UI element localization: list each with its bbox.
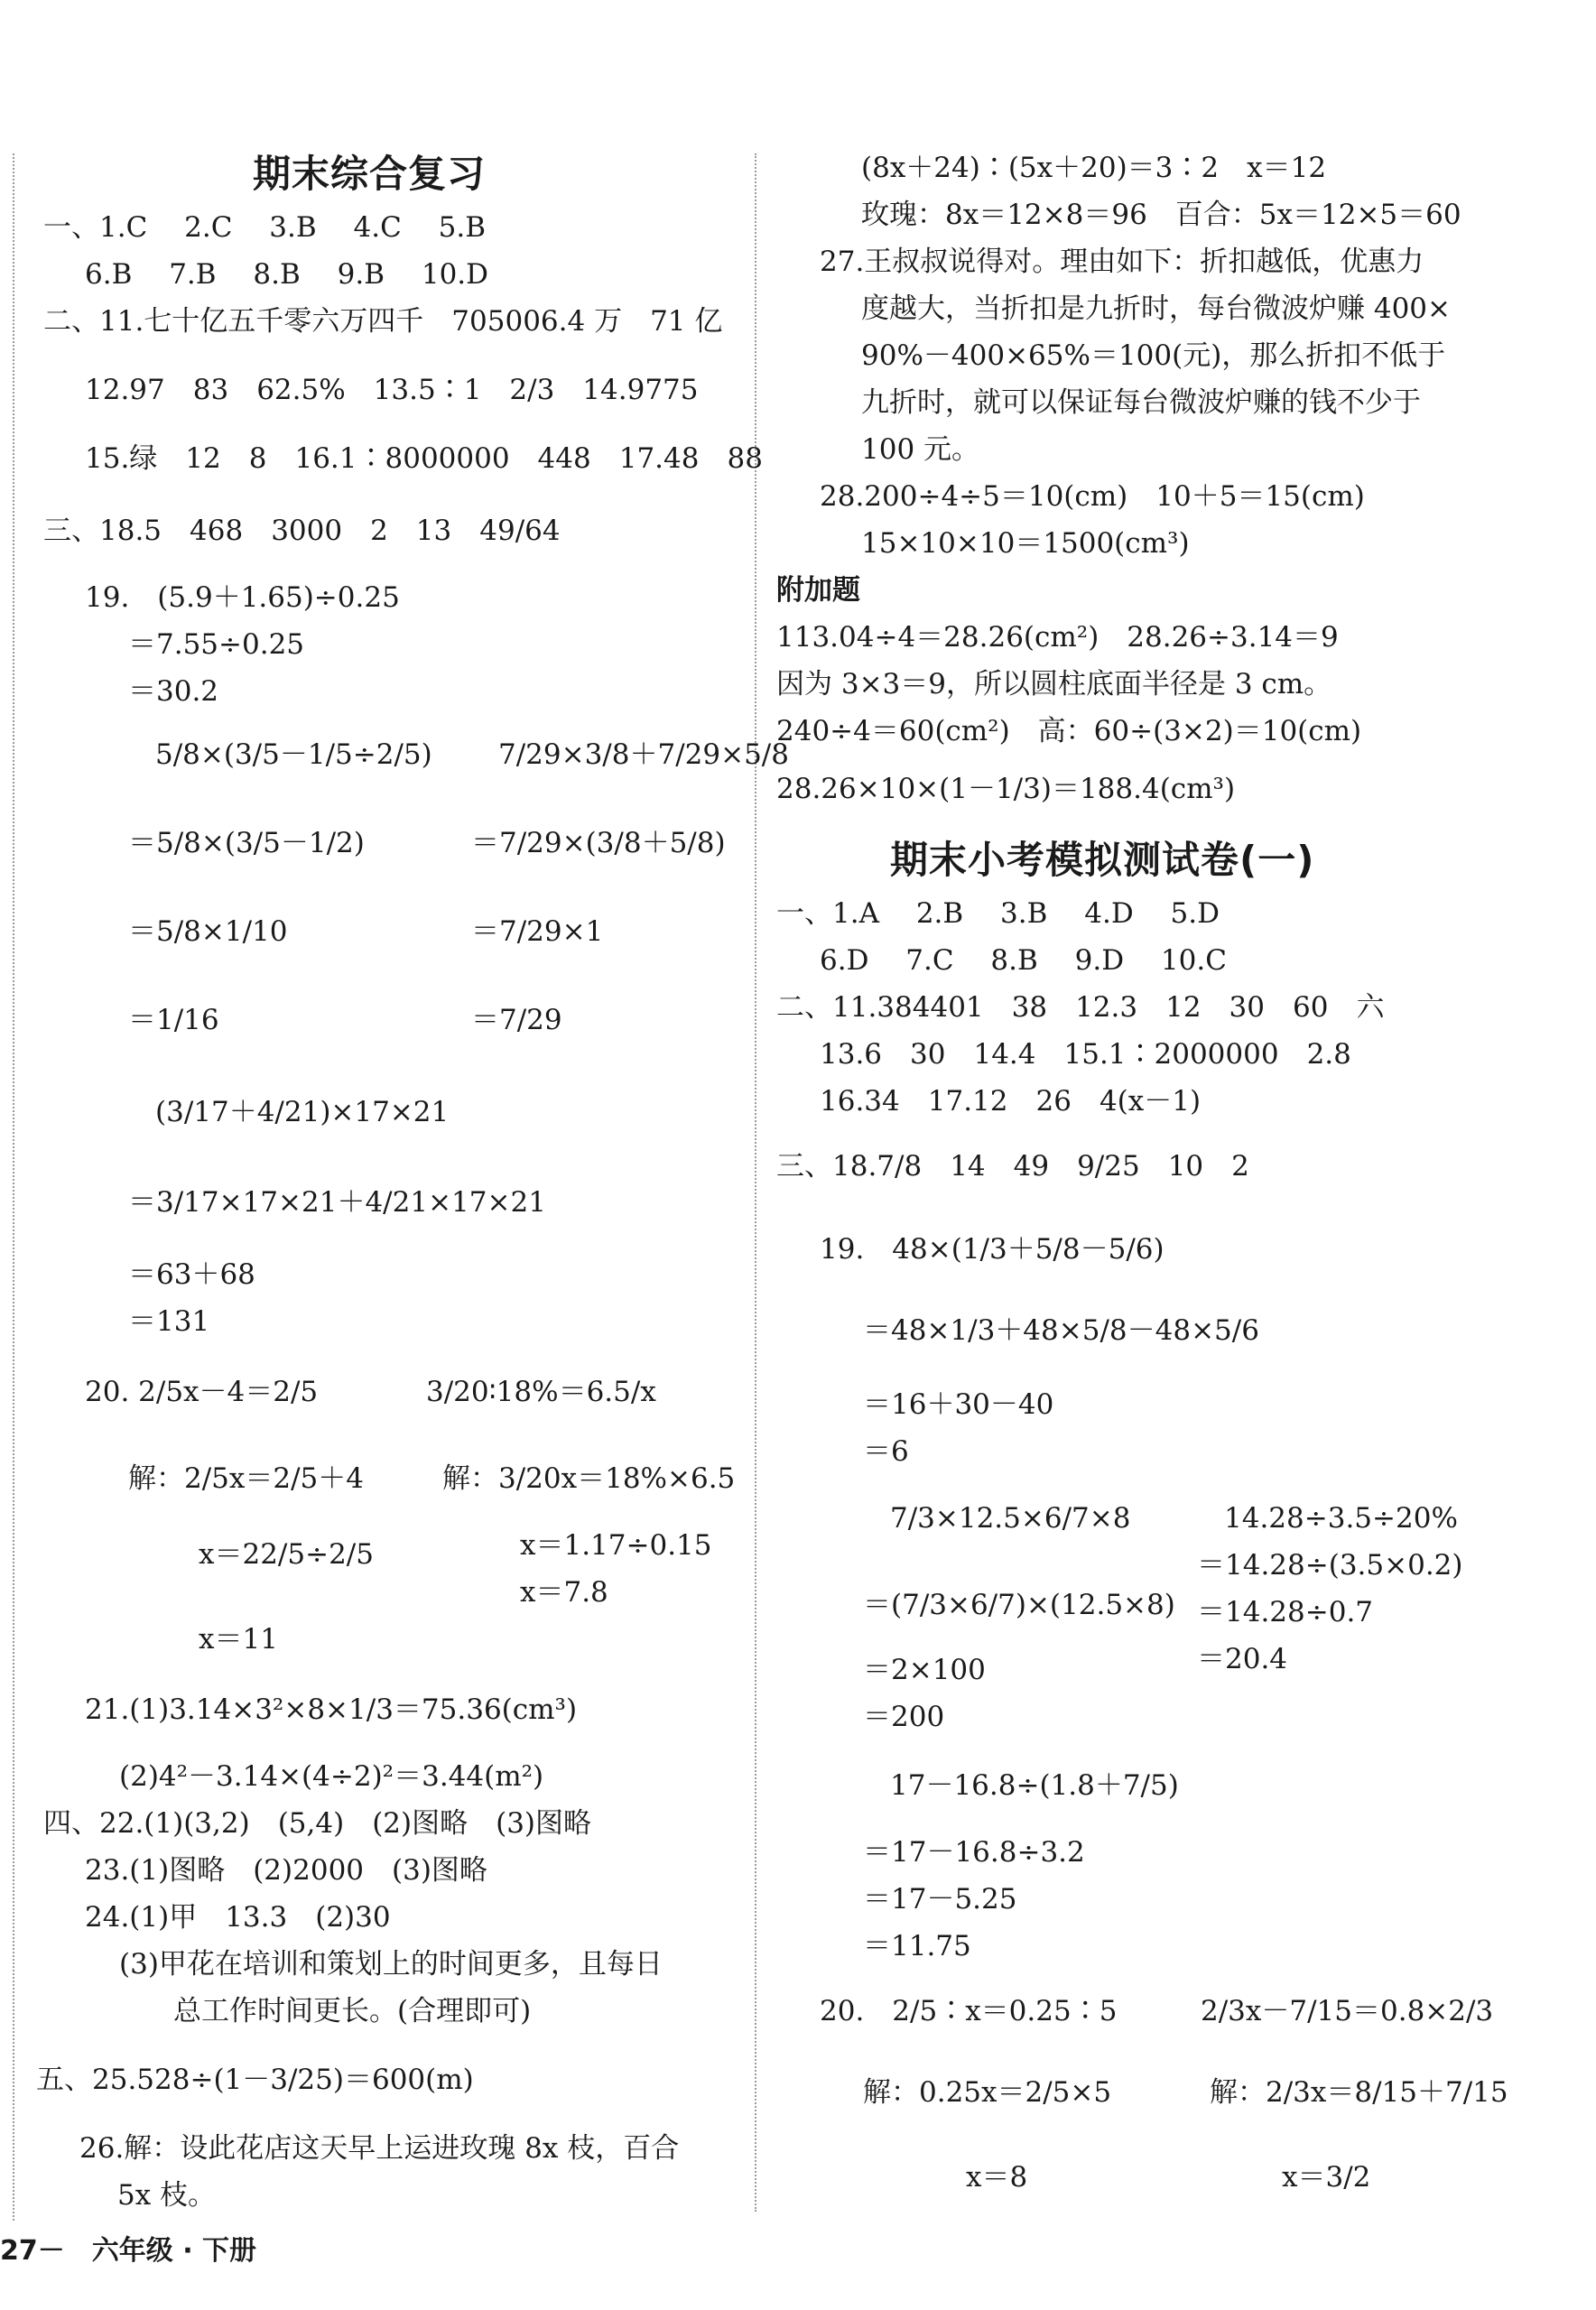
right-line: 二、11.384401 38 12.3 12 30 60 六 xyxy=(776,991,1385,1024)
right-line: 27.王叔叔说得对。理由如下：折扣越低，优惠力 xyxy=(820,246,1424,278)
right-line: ＝48×1/3＋48×5/8－48×5/6 xyxy=(863,1314,1259,1347)
left-line: ＝63＋68 xyxy=(128,1258,255,1291)
right-line: 14.28÷3.5÷20% xyxy=(1224,1502,1458,1535)
right-line: 15×10×10＝1500(cm³) xyxy=(861,527,1190,560)
right-title: 期末小考模拟测试卷(一) xyxy=(890,838,1315,882)
right-line: ＝17－5.25 xyxy=(863,1883,1017,1916)
left-line: 5x 枝。 xyxy=(117,2179,217,2212)
right-line: 因为 3×3＝9，所以圆柱底面半径是 3 cm。 xyxy=(776,668,1332,700)
right-line: x＝3/2 xyxy=(1282,2161,1371,2194)
left-line: x＝7.8 xyxy=(520,1576,608,1609)
left-line: ＝1/16 xyxy=(128,1004,219,1036)
left-line: 三、18.5 468 3000 2 13 49/64 xyxy=(43,515,561,547)
right-line: 13.6 30 14.4 15.1∶2000000 2.8 xyxy=(820,1038,1351,1071)
right-line: 16.34 17.12 26 4(x－1) xyxy=(820,1085,1202,1118)
right-line: ＝14.28÷(3.5×0.2) xyxy=(1197,1549,1463,1582)
left-line: 五、25.528÷(1－3/25)＝600(m) xyxy=(36,2064,474,2096)
left-line: 二、11.七十亿五千零六万四千 705006.4 万 71 亿 xyxy=(43,305,723,338)
left-line: (2)4²－3.14×(4÷2)²＝3.44(m²) xyxy=(119,1760,544,1793)
left-margin-rule xyxy=(13,153,14,2221)
left-line: 3/20∶18%＝6.5/x xyxy=(426,1376,656,1408)
right-line: ＝16＋30－40 xyxy=(863,1388,1054,1421)
right-line: 2/3x－7/15＝0.8×2/3 xyxy=(1201,1995,1494,2027)
right-line: ＝6 xyxy=(863,1435,909,1468)
left-line: 26.解：设此花店这天早上运进玫瑰 8x 枝，百合 xyxy=(79,2132,680,2165)
left-line: (3/17＋4/21)×17×21 xyxy=(155,1096,450,1128)
left-line: 一、1.C 2.C 3.B 4.C 5.B xyxy=(43,211,487,244)
left-line: ＝5/8×1/10 xyxy=(128,915,288,948)
left-line: x＝1.17÷0.15 xyxy=(520,1529,712,1562)
right-line: 玫瑰：8x＝12×8＝96 百合：5x＝12×5＝60 xyxy=(861,199,1461,231)
right-line: ＝17－16.8÷3.2 xyxy=(863,1836,1085,1869)
right-line: ＝200 xyxy=(863,1701,945,1733)
right-line: ＝20.4 xyxy=(1197,1643,1288,1675)
right-line: ＝2×100 xyxy=(863,1654,986,1686)
right-line: x＝8 xyxy=(966,2161,1028,2194)
right-line: 240÷4＝60(cm²) 高：60÷(3×2)＝10(cm) xyxy=(776,715,1362,747)
right-line: 三、18.7/8 14 49 9/25 10 2 xyxy=(776,1150,1249,1183)
left-line: 6.B 7.B 8.B 9.B 10.D xyxy=(85,258,489,291)
right-line: 6.D 7.C 8.B 9.D 10.C xyxy=(820,944,1227,977)
right-line: 解：0.25x＝2/5×5 xyxy=(863,2076,1112,2109)
right-line: 28.200÷4÷5＝10(cm) 10＋5＝15(cm) xyxy=(820,480,1365,513)
page-footer: 27－ 六年级 · 下册 xyxy=(0,2235,257,2267)
left-line: x＝11 xyxy=(199,1623,278,1656)
left-line: 23.(1)图略 (2)2000 (3)图略 xyxy=(85,1854,487,1887)
left-line: 20. 2/5x－4＝2/5 xyxy=(85,1376,319,1408)
right-line: ＝11.75 xyxy=(863,1930,971,1962)
right-line: 7/3×12.5×6/7×8 xyxy=(890,1502,1131,1535)
left-line: 21.(1)3.14×3²×8×1/3＝75.36(cm³) xyxy=(85,1693,578,1726)
right-line: ＝(7/3×6/7)×(12.5×8) xyxy=(863,1589,1175,1621)
left-line: 7/29×3/8＋7/29×5/8 xyxy=(498,738,789,771)
right-line: 解：2/3x＝8/15＋7/15 xyxy=(1210,2076,1508,2109)
left-line: ＝3/17×17×21＋4/21×17×21 xyxy=(128,1186,546,1219)
left-title: 期末综合复习 xyxy=(253,152,487,196)
left-line: x＝22/5÷2/5 xyxy=(199,1538,374,1571)
left-line: ＝7/29×(3/8＋5/8) xyxy=(471,827,726,859)
right-line: 九折时，就可以保证每台微波炉赚的钱不少于 xyxy=(861,386,1421,419)
left-line: ＝30.2 xyxy=(128,675,219,708)
left-line: 19. (5.9＋1.65)÷0.25 xyxy=(85,581,400,614)
left-line: 总工作时间更长。(合理即可) xyxy=(173,1995,532,2027)
right-line: 17－16.8÷(1.8＋7/5) xyxy=(890,1769,1179,1802)
right-line: 28.26×10×(1－1/3)＝188.4(cm³) xyxy=(776,773,1236,805)
right-line: 90%－400×65%＝100(元)，那么折扣不低于 xyxy=(861,339,1446,372)
right-line: 19. 48×(1/3＋5/8－5/6) xyxy=(820,1233,1165,1266)
right-line: 度越大，当折扣是九折时，每台微波炉赚 400× xyxy=(861,292,1451,325)
right-line: 113.04÷4＝28.26(cm²) 28.26÷3.14＝9 xyxy=(776,621,1339,654)
right-line: ＝14.28÷0.7 xyxy=(1197,1596,1374,1628)
left-line: ＝7.55÷0.25 xyxy=(128,628,305,661)
left-line: ＝131 xyxy=(128,1305,210,1338)
left-line: 解：3/20x＝18%×6.5 xyxy=(442,1462,736,1495)
bonus-heading: 附加题 xyxy=(776,574,860,607)
right-line: 一、1.A 2.B 3.B 4.D 5.D xyxy=(776,897,1220,930)
left-line: 5/8×(3/5－1/5÷2/5) xyxy=(155,738,432,771)
right-line: (8x＋24)∶(5x＋20)＝3∶2 x＝12 xyxy=(861,152,1327,184)
left-line: 12.97 83 62.5% 13.5∶1 2/3 14.9775 xyxy=(85,374,699,406)
left-line: 解：2/5x＝2/5＋4 xyxy=(128,1462,364,1495)
right-line: 20. 2/5∶x＝0.25∶5 xyxy=(820,1995,1118,2027)
left-line: 24.(1)甲 13.3 (2)30 xyxy=(85,1901,391,1934)
right-line: 100 元。 xyxy=(861,433,980,466)
left-line: 四、22.(1)(3,2) (5,4) (2)图略 (3)图略 xyxy=(43,1807,592,1840)
left-line: ＝5/8×(3/5－1/2) xyxy=(128,827,365,859)
left-line: ＝7/29 xyxy=(471,1004,562,1036)
left-line: (3)甲花在培训和策划上的时间更多，且每日 xyxy=(119,1948,663,1981)
left-line: 15.绿 12 8 16.1∶8000000 448 17.48 88 xyxy=(85,442,763,475)
left-line: ＝7/29×1 xyxy=(471,915,604,948)
